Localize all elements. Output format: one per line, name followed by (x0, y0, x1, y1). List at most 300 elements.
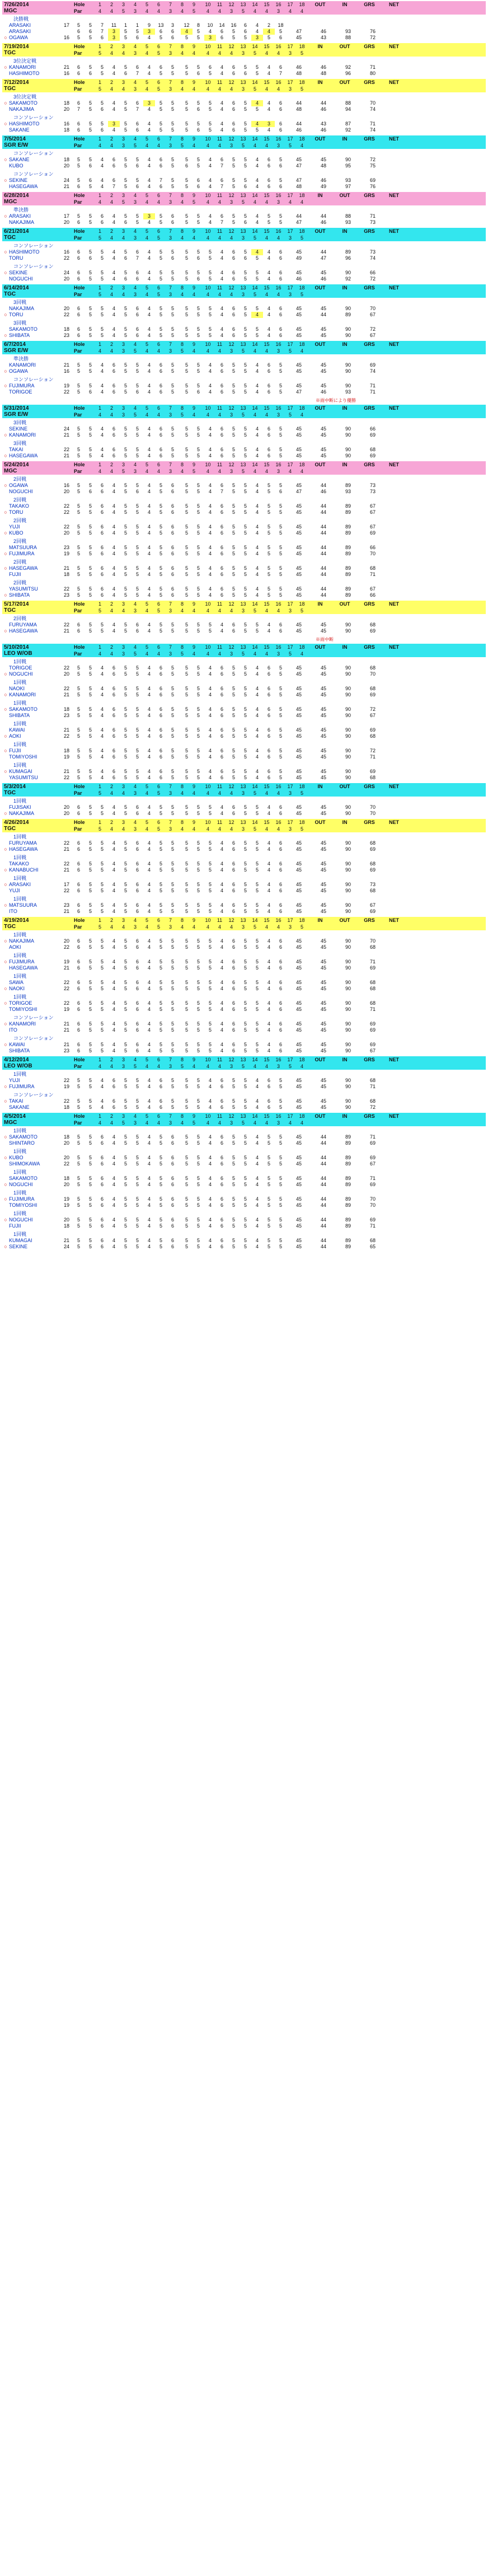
player-name: TORU (9, 509, 24, 515)
total-grs: 89 (345, 1175, 351, 1181)
hole-score: 4 (255, 383, 259, 388)
hole-score: 6 (135, 959, 139, 964)
hole-score: 6 (220, 572, 223, 577)
hole-score: 4 (267, 326, 270, 332)
hole-score: 4 (220, 100, 223, 106)
hole-score: 5 (171, 1104, 174, 1110)
hole-score: 5 (77, 1244, 80, 1249)
hole-score: 5 (88, 565, 92, 571)
hole-score: 5 (100, 882, 104, 887)
hole-number: 2 (110, 44, 113, 49)
player-handicap: 22 (63, 986, 69, 991)
hole-score: 6 (220, 775, 223, 780)
total-grs: 90 (345, 861, 351, 867)
hole-score: 5 (124, 1027, 127, 1033)
hole-score: 6 (196, 276, 200, 282)
hole-score: 5 (185, 888, 188, 893)
hole-score: 5 (135, 565, 139, 571)
hole-score: 5 (159, 882, 162, 887)
hole-score: 4 (220, 628, 223, 634)
winner-mark (2, 586, 9, 592)
hole-score: 6 (112, 432, 115, 438)
event-date: 7/26/2014 (4, 2, 29, 8)
hole-score: 5 (100, 938, 104, 944)
hole-score: 4 (267, 888, 270, 893)
player-handicap: 18 (63, 100, 69, 106)
total-net: 67 (369, 902, 376, 908)
hole-number: 6 (157, 193, 160, 198)
hole-number: 16 (275, 193, 281, 198)
hole-score: 4 (267, 255, 270, 261)
hole-score: 4 (208, 1223, 212, 1229)
winner-mark: ○ (4, 509, 7, 515)
hole-number: 13 (240, 228, 246, 234)
hole-score: 5 (171, 908, 174, 914)
par-value: 3 (276, 348, 280, 354)
hole-score: 5 (185, 727, 188, 733)
hole-score: 5 (185, 483, 188, 488)
hole-number: 13 (240, 193, 246, 198)
par-value: 5 (133, 412, 137, 418)
total-out: 46 (295, 276, 302, 282)
hole-number: 4 (133, 79, 137, 85)
player-name: SHIBATA (9, 592, 30, 598)
hole-score: 6 (135, 1042, 139, 1047)
total-net: 69 (369, 530, 376, 536)
hole-score: 5 (232, 706, 235, 712)
hole-score: 4 (255, 1155, 259, 1160)
par-value: 4 (145, 1064, 148, 1069)
net-label: NET (389, 193, 399, 198)
match-round: 1回戦 (13, 994, 27, 1000)
hole-score: 5 (279, 565, 282, 571)
hole-score: 4 (147, 184, 151, 189)
hole-score: 6 (267, 1078, 270, 1083)
hole-score: 5 (88, 586, 92, 592)
total-net: 73 (369, 483, 376, 488)
net-label: NET (389, 462, 399, 467)
event-date: 5/17/2014 (4, 601, 29, 607)
player-row (2, 157, 486, 163)
hole-score: 5 (88, 1182, 92, 1187)
hole-number: 9 (192, 285, 195, 291)
hole-score: 5 (171, 64, 174, 70)
winner-mark: ○ (4, 867, 7, 873)
hole-score: 6 (220, 426, 223, 432)
total-out: 45 (295, 565, 302, 571)
hole-score: 5 (88, 1161, 92, 1167)
total-net: 70 (369, 804, 376, 810)
par-value: 4 (206, 8, 209, 14)
hole-score: 5 (124, 1244, 127, 1249)
event-date: 6/28/2014 (4, 193, 29, 199)
hole-number: 13 (240, 2, 246, 7)
par-value: 3 (241, 924, 245, 930)
total-out: 45 (295, 1042, 302, 1047)
par-value: 4 (192, 348, 195, 354)
event-title (2, 1056, 73, 1070)
par-value: 4 (110, 1120, 113, 1126)
hole-score: 4 (112, 483, 115, 488)
event-title (2, 601, 73, 614)
hole-score: 5 (185, 1223, 188, 1229)
hole-score: 5 (100, 804, 104, 810)
hole-score: 6 (77, 986, 80, 991)
par-value: 5 (121, 199, 125, 205)
hole-score: 5 (243, 671, 247, 677)
hole-score: 5 (100, 628, 104, 634)
hole-score: 6 (112, 769, 115, 774)
winner-mark: ○ (4, 530, 7, 536)
hole-score: 5 (196, 383, 200, 388)
hole-number: 8 (180, 285, 184, 291)
hole-score: 5 (232, 1084, 235, 1089)
total-in: 46 (320, 177, 326, 183)
hole-score: 5 (255, 902, 259, 908)
event-title (2, 644, 73, 657)
hole-score: 5 (77, 1078, 80, 1083)
hole-score: 4 (220, 902, 223, 908)
hole-score: 6 (135, 184, 139, 189)
hole-score: 6 (159, 184, 162, 189)
hole-score: 5 (279, 1104, 282, 1110)
hole-score: 6 (220, 1140, 223, 1146)
hole-score: 5 (279, 1182, 282, 1187)
total-in: 45 (320, 622, 326, 627)
hole-number: 17 (287, 405, 293, 411)
winner-mark (2, 29, 9, 35)
hole-score: 4 (147, 1021, 151, 1027)
hole-label: Hole (74, 136, 85, 142)
event-banner (2, 819, 486, 832)
hole-score: 5 (159, 1161, 162, 1167)
winner-mark (2, 71, 9, 77)
player-row (2, 959, 486, 965)
total-out: 45 (295, 908, 302, 914)
match-round: 準決勝 (13, 207, 29, 213)
hole-score: 5 (243, 1217, 247, 1223)
player-handicap: 22 (63, 733, 69, 739)
hole-score: 4 (147, 748, 151, 753)
hole-score: 5 (196, 426, 200, 432)
hole-score: 5 (135, 447, 139, 452)
total-grs: 90 (345, 1098, 351, 1104)
hole-score: 5 (135, 1196, 139, 1202)
hole-score: 5 (208, 861, 212, 867)
hole-score: 4 (100, 177, 104, 183)
match-round: 1回戦 (13, 875, 27, 881)
hole-score: 5 (243, 1000, 247, 1006)
hole-score: 6 (232, 811, 235, 816)
hole-score: 5 (124, 1000, 127, 1006)
total-net: 69 (369, 1155, 376, 1160)
hole-score: 5 (243, 432, 247, 438)
hole-score: 5 (279, 447, 282, 452)
hole-score: 11 (111, 22, 117, 28)
hole-score: 5 (88, 127, 92, 133)
hole-score: 5 (185, 986, 188, 991)
hole-number: 10 (205, 784, 211, 789)
hole-score: 5 (196, 727, 200, 733)
par-value: 4 (218, 608, 221, 613)
par-value: 5 (288, 412, 292, 418)
par-value: 5 (253, 235, 256, 241)
winner-mark (2, 106, 9, 113)
hole-score: 6 (135, 861, 139, 867)
hole-score: 5 (196, 219, 200, 225)
par-label: Par (74, 235, 82, 241)
par-value: 3 (276, 1120, 280, 1126)
net-label: NET (389, 44, 399, 49)
hole-score: 6 (232, 127, 235, 133)
hole-number: 2 (110, 228, 113, 234)
player-row (2, 965, 486, 971)
total-grs: 96 (345, 71, 351, 76)
hole-score: 6 (159, 748, 162, 753)
hole-number: 10 (205, 1057, 211, 1062)
par-value: 3 (133, 608, 137, 613)
hole-score: 4 (267, 332, 270, 338)
hole-score: 6 (135, 846, 139, 852)
hole-number: 8 (180, 193, 184, 198)
hole-number: 14 (252, 462, 258, 467)
out-label: OUT (315, 285, 326, 291)
hole-score: 5 (88, 1140, 92, 1146)
hole-score: 4 (255, 727, 259, 733)
hole-score: 5 (88, 1175, 92, 1181)
par-value: 4 (218, 235, 221, 241)
par-value: 3 (168, 412, 172, 418)
hole-score: 6 (267, 754, 270, 760)
player-row (2, 846, 486, 853)
hole-score: 5 (100, 1048, 104, 1053)
par-value: 4 (192, 50, 195, 56)
par-value: 4 (288, 1120, 292, 1126)
event-title (2, 192, 73, 205)
hole-number: 8 (180, 79, 184, 85)
player-handicap: 21 (63, 846, 69, 852)
hole-score: 6 (159, 665, 162, 671)
hole-number: 13 (240, 285, 246, 291)
hole-score: 6 (220, 483, 223, 488)
hole-score: 5 (100, 888, 104, 893)
hole-number: 5 (145, 341, 148, 347)
hole-number: 17 (287, 784, 293, 789)
event-banner (2, 405, 486, 418)
winner-mark: ○ (4, 368, 7, 374)
par-value: 4 (253, 651, 256, 657)
hole-score: 5 (124, 908, 127, 914)
total-grs: 93 (345, 219, 351, 225)
hole-score: 4 (255, 1134, 259, 1140)
par-value: 3 (276, 412, 280, 418)
player-handicap: 18 (63, 748, 69, 753)
hole-score: 5 (243, 965, 247, 971)
hole-number: 11 (217, 644, 223, 650)
player-handicap: 22 (63, 1098, 69, 1104)
hole-number: 6 (157, 784, 160, 789)
hole-score: 6 (159, 727, 162, 733)
hole-score: 4 (255, 1244, 259, 1249)
hole-number: 3 (121, 285, 125, 291)
par-value: 4 (110, 651, 113, 657)
hole-score: 5 (243, 213, 247, 219)
par-value: 4 (110, 235, 113, 241)
hole-score: 6 (267, 447, 270, 452)
hole-score: 5 (232, 503, 235, 509)
hole-score: 4 (267, 1042, 270, 1047)
hole-score: 5 (255, 255, 259, 261)
hole-score: 5 (171, 706, 174, 712)
hole-score: 6 (171, 1140, 174, 1146)
player-row (2, 1042, 486, 1048)
hole-score: 6 (159, 692, 162, 697)
hole-score: 5 (255, 1048, 259, 1053)
hole-score: 6 (100, 565, 104, 571)
par-value: 4 (206, 86, 209, 92)
player-row (2, 565, 486, 572)
hole-number: 13 (240, 405, 246, 411)
hole-score: 4 (220, 249, 223, 255)
winner-mark: ○ (4, 1098, 7, 1104)
total-out: 45 (295, 861, 302, 867)
hole-score: 6 (279, 804, 282, 810)
hole-score: 5 (232, 665, 235, 671)
hole-score: 5 (77, 509, 80, 515)
hole-score: 5 (124, 986, 127, 991)
hole-score: 5 (88, 840, 92, 846)
hole-score: 6 (112, 426, 115, 432)
hole-row (73, 1056, 486, 1063)
hole-score: 5 (124, 840, 127, 846)
total-grs: 89 (345, 503, 351, 509)
hole-score: 4 (147, 882, 151, 887)
hole-score: 5 (124, 686, 127, 691)
total-out: 45 (295, 840, 302, 846)
par-value: 4 (145, 826, 148, 832)
hole-score: 6 (159, 157, 162, 162)
par-value: 5 (241, 1064, 245, 1069)
hole-score: 5 (124, 383, 127, 388)
total-net: 71 (369, 959, 376, 964)
match-block (2, 616, 486, 634)
total-in: 45 (320, 453, 326, 458)
winner-mark (2, 665, 9, 671)
player-name: FUJII (9, 748, 21, 753)
total-in: 44 (320, 213, 326, 219)
hole-score: 4 (208, 665, 212, 671)
hole-score: 4 (220, 840, 223, 846)
hole-score: 5 (185, 219, 188, 225)
total-in: 45 (320, 447, 326, 452)
hole-score: 6 (232, 270, 235, 275)
hole-score: 5 (135, 362, 139, 368)
hole-score: 6 (77, 121, 80, 127)
hole-score: 5 (88, 1000, 92, 1006)
hole-score: 5 (196, 312, 200, 317)
hole-score: 4 (267, 1048, 270, 1053)
hole-score: 5 (88, 312, 92, 317)
hole-number: 13 (240, 601, 246, 607)
hole-score: 5 (185, 453, 188, 458)
hole-score: 5 (135, 1140, 139, 1146)
player-name: SAKANE (9, 157, 30, 162)
hole-score: 4 (255, 503, 259, 509)
total-grs: 90 (345, 965, 351, 971)
hole-score: 4 (255, 592, 259, 598)
hole-number: 5 (145, 193, 148, 198)
hole-number: 6 (157, 644, 160, 650)
total-out: 45 (295, 1182, 302, 1187)
player-row (2, 1175, 486, 1182)
par-value: 4 (206, 292, 209, 297)
hole-score: 4 (100, 1078, 104, 1083)
player-row (2, 692, 486, 698)
par-value: 4 (145, 412, 148, 418)
hole-score: 6 (171, 1175, 174, 1181)
hole-score: 5 (208, 986, 212, 991)
hole-score: 6 (100, 1134, 104, 1140)
par-value: 5 (300, 86, 303, 92)
player-name: SAKANE (9, 127, 30, 133)
par-value: 5 (121, 8, 125, 14)
hole-score: 5 (124, 489, 127, 494)
hole-score: 5 (88, 811, 92, 816)
total-grs: 90 (345, 628, 351, 634)
hole-number: 6 (157, 1057, 160, 1062)
hole-score: 6 (77, 980, 80, 985)
event-course: MGC (4, 468, 17, 474)
hole-score: 4 (267, 882, 270, 887)
hole-score: 5 (171, 811, 174, 816)
hole-score: 5 (77, 213, 80, 219)
par-value: 5 (241, 651, 245, 657)
winner-mark: ○ (4, 959, 7, 964)
hole-score: 5 (255, 628, 259, 634)
hole-score: 5 (171, 447, 174, 452)
total-in: 45 (320, 846, 326, 852)
total-grs: 88 (345, 213, 351, 219)
hole-score: 5 (159, 861, 162, 867)
hole-score: 5 (243, 326, 247, 332)
hole-score: 6 (77, 219, 80, 225)
hole-score: 4 (208, 1104, 212, 1110)
hole-score: 6 (112, 383, 115, 388)
hole-score: 4 (112, 213, 115, 219)
hole-score: 5 (88, 1238, 92, 1243)
hole-score: 5 (185, 754, 188, 760)
event-title (2, 228, 73, 241)
hole-score: 5 (185, 908, 188, 914)
hole-score: 5 (77, 1175, 80, 1181)
match-block (2, 207, 486, 226)
match-round: コンソレーション (13, 377, 54, 382)
hole-score: 5 (185, 1175, 188, 1181)
par-value: 4 (300, 469, 303, 474)
total-net: 68 (369, 888, 376, 893)
hole-number: 6 (157, 462, 160, 467)
hole-score: 5 (124, 769, 127, 774)
winner-mark: ○ (4, 769, 7, 774)
hole-score: 5 (124, 1134, 127, 1140)
hole-score: 5 (88, 1196, 92, 1202)
hole-score: 5 (171, 888, 174, 893)
hole-score: 5 (279, 706, 282, 712)
hole-score: 5 (171, 686, 174, 691)
hole-number: 1 (98, 136, 101, 142)
hole-score: 5 (279, 1155, 282, 1160)
hole-score: 5 (124, 1104, 127, 1110)
